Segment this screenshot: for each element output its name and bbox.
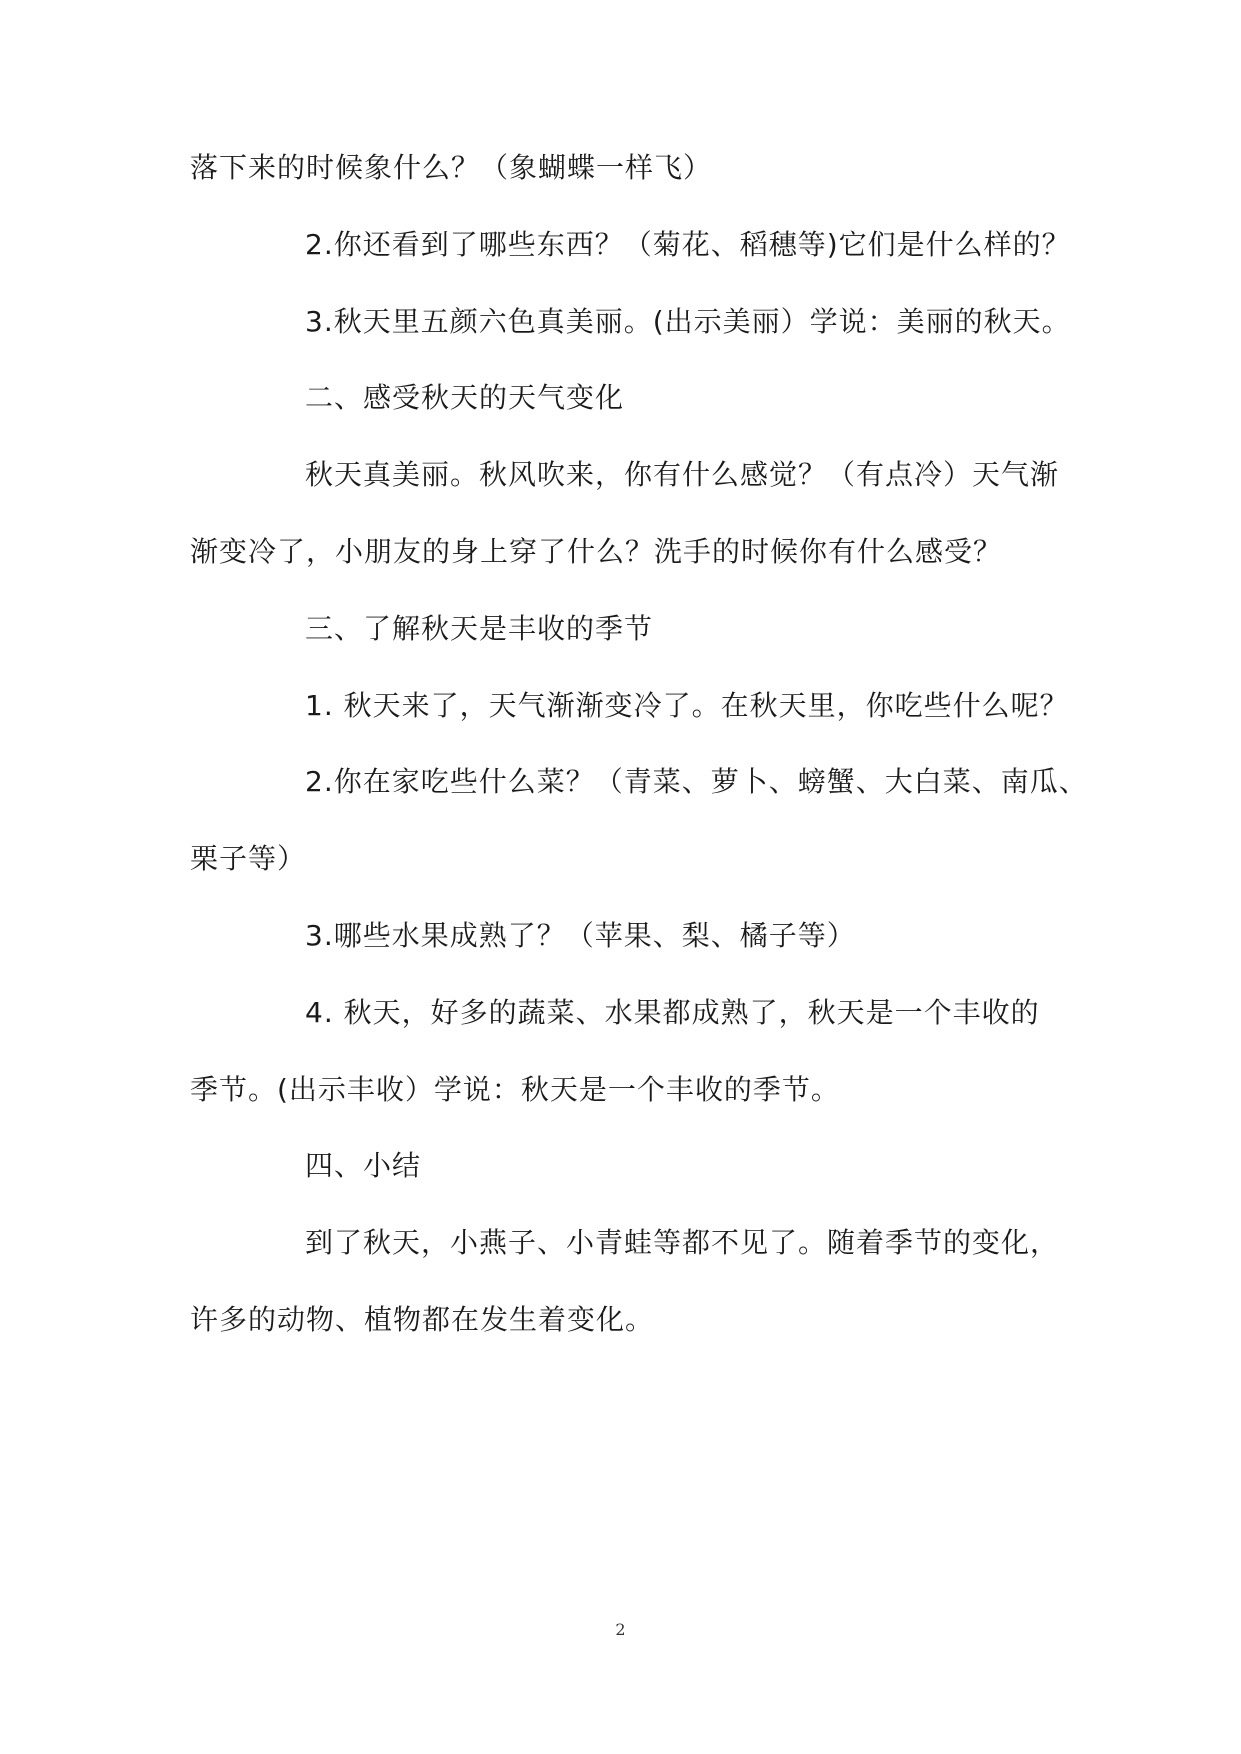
section-heading: 二、感受秋天的天气变化 xyxy=(305,381,625,414)
section-heading: 四、小结 xyxy=(305,1149,422,1182)
text-line: 1. 秋天来了，天气渐渐变冷了。在秋天里，你吃些什么呢？ xyxy=(305,689,1069,722)
text-line: 栗子等） xyxy=(190,842,307,875)
text-line: 3.哪些水果成熟了？（苹果、梨、橘子等） xyxy=(305,919,856,952)
text-line: 4. 秋天，好多的蔬菜、水果都成熟了，秋天是一个丰收的 xyxy=(305,996,1040,1029)
section-heading: 三、了解秋天是丰收的季节 xyxy=(305,612,654,645)
page-number: 2 xyxy=(615,1620,626,1639)
text-line: 渐变冷了，小朋友的身上穿了什么？洗手的时候你有什么感受？ xyxy=(190,535,1003,568)
text-line: 到了秋天，小燕子、小青蛙等都不见了。随着季节的变化， xyxy=(305,1226,1060,1259)
text-line: 2.你还看到了哪些东西？（菊花、稻穗等)它们是什么样的？ xyxy=(305,228,1071,261)
text-line: 落下来的时候象什么？（象蝴蝶一样飞） xyxy=(190,151,713,184)
text-line: 秋天真美丽。秋风吹来，你有什么感觉？（有点冷）天气渐 xyxy=(305,458,1060,491)
text-line: 季节。(出示丰收）学说：秋天是一个丰收的季节。 xyxy=(190,1073,840,1106)
text-line: 许多的动物、植物都在发生着变化。 xyxy=(190,1303,655,1336)
text-line: 3.秋天里五颜六色真美丽。(出示美丽）学说：美丽的秋天。 xyxy=(305,305,1071,338)
text-line: 2.你在家吃些什么菜？（青菜、萝卜、螃蟹、大白菜、南瓜、 xyxy=(305,765,1088,798)
